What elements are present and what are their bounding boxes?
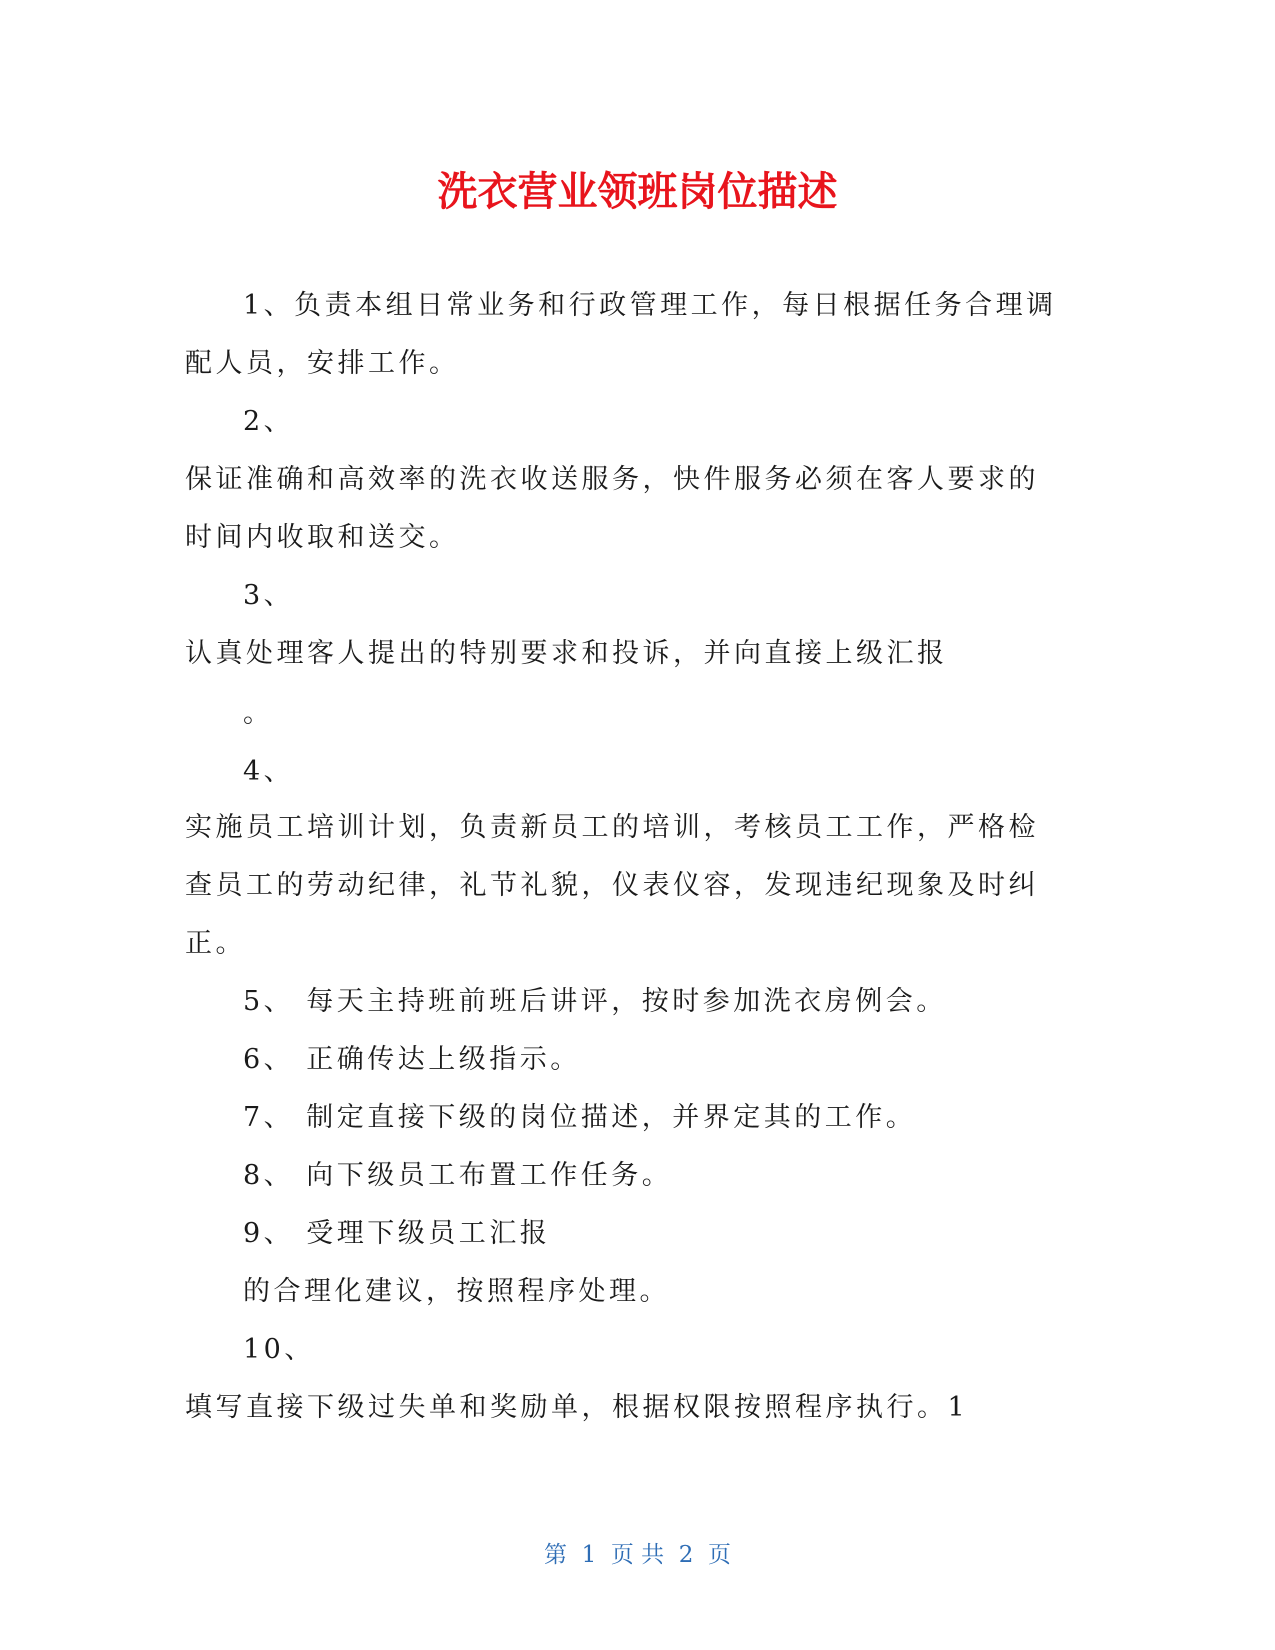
- paragraph-line: 5、 每天主持班前班后讲评，按时参加洗衣房例会。: [243, 986, 947, 1017]
- paragraph-line: 8、 向下级员工布置工作任务。: [243, 1160, 673, 1191]
- footer-total-pages: 2: [678, 1542, 694, 1568]
- paragraph-line: 查员工的劳动纪律，礼节礼貌，仪表仪容，发现违纪现象及时纠: [185, 870, 1039, 901]
- paragraph-line: 时间内收取和送交。: [185, 522, 460, 553]
- footer-mid: 页 共: [610, 1542, 665, 1568]
- paragraph-line: 1、负责本组日常业务和行政管理工作，每日根据任务合理调: [243, 290, 1057, 321]
- paragraph-line: 的合理化建议，按照程序处理。: [243, 1276, 670, 1307]
- footer-suffix: 页: [708, 1542, 732, 1568]
- page-title: 洗衣营业领班岗位描述: [437, 169, 838, 215]
- footer-page-number: 1: [581, 1542, 597, 1568]
- paragraph-line: 保证准确和高效率的洗衣收送服务，快件服务必须在客人要求的: [185, 464, 1039, 495]
- page-footer: [0, 1536, 1275, 1569]
- paragraph-line: 正。: [185, 928, 246, 959]
- paragraph-line: 3、: [243, 580, 295, 611]
- paragraph-line: 9、 受理下级员工汇报: [243, 1218, 551, 1249]
- paragraph-line: 10、: [243, 1334, 315, 1365]
- paragraph-line: 配人员，安排工作。: [185, 348, 460, 379]
- paragraph-line: 填写直接下级过失单和奖励单，根据权限按照程序执行。1: [185, 1392, 969, 1423]
- paragraph-line: 。: [243, 698, 274, 729]
- paragraph-line: 认真处理客人提出的特别要求和投诉，并向直接上级汇报: [185, 638, 948, 669]
- paragraph-line: 实施员工培训计划，负责新员工的培训，考核员工工作，严格检: [185, 812, 1039, 843]
- paragraph-line: 2、: [243, 406, 295, 437]
- footer-prefix: 第: [543, 1542, 567, 1568]
- paragraph-line: 6、 正确传达上级指示。: [243, 1044, 581, 1075]
- paragraph-line: 7、 制定直接下级的岗位描述，并界定其的工作。: [243, 1102, 917, 1133]
- paragraph-line: 4、: [243, 756, 295, 787]
